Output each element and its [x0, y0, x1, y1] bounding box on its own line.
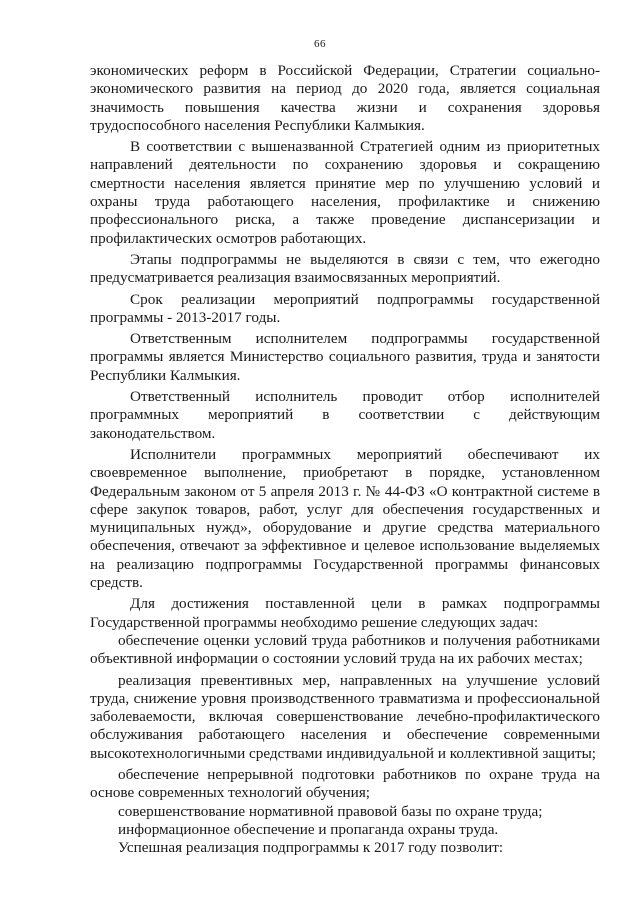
paragraph-3: Этапы подпрограммы не выделяются в связи с тем, что ежегодно предусматривается реализация взаимосвязанных мероприятий.	[90, 250, 600, 287]
paragraph-4: Срок реализации мероприятий подпрограммы государственной программы - 2013-2017 годы.	[90, 290, 600, 326]
document-body	[90, 62, 600, 857]
task-item-3: обеспечение непрерывной подготовки работников по охране труда на основе современных технологий обучения;	[90, 765, 600, 802]
task-item-4: совершенствование нормативной правовой базы по охране труда;	[118, 802, 543, 820]
task-item-2: реализация превентивных мер, направленных на улучшение условий труда, снижение уровня производственного травматизма и профессиональной заболеваемости, включая совершенствование лечебно-профилактического обслуживания работающего населения и обеспечение современными высокотехнологичными средствами индивидуальной и коллективной защиты;	[90, 671, 600, 762]
paragraph-last: Успешная реализация подпрограммы к 2017 году позволит:	[118, 839, 504, 857]
paragraph-8: Для достижения поставленной цели в рамках подпрограммы Государственной программы необходимо решение следующих задач:	[90, 595, 600, 631]
paragraph-6: Ответственный исполнитель проводит отбор исполнителей программных мероприятий в соответствии с действующим законодательством.	[90, 388, 600, 442]
paragraph-7: Исполнители программных мероприятий обеспечивают их своевременное выполнение, приобретают в порядке, установленном Федеральным законом от 5 апреля 2013 г. № 44-ФЗ «О контрактной системе в сфере закупок товаров, работ, услуг для обеспечения государственных и муниципальных нужд», оборудование и другие средства материального обеспечения, отвечают за эффективное и целевое использование выделяемых на реализацию подпрограммы Государственной программы финансовых средств.	[90, 445, 600, 592]
page-number: 66	[314, 38, 326, 50]
task-item-1: обеспечение оценки условий труда работников и получения работниками объективной информации о состоянии условий труда на их рабочих местах;	[90, 631, 600, 668]
paragraph-1: экономических реформ в Российской Федерации, Стратегии социально-экономического развития на период до 2020 года, является социальная значимость повышения качества жизни и сохранения здоровья трудоспособного населения Республики Калмыкия.	[90, 62, 600, 134]
paragraph-2: В соответствии с вышеназванной Стратегией одним из приоритетных направлений деятельности по сохранению здоровья и сокращению смертности населения является принятие мер по улучшению условий и охраны труда работающего населения, профилактике и снижению профессионального риска, а также проведение диспансеризации и профилактических осмотров работающих.	[90, 138, 600, 247]
paragraph-5: Ответственным исполнителем подпрограммы государственной программы является Министерство социального развития, труда и занятости Республики Калмыкия.	[90, 330, 600, 384]
task-item-5: информационное обеспечение и пропаганда охраны труда.	[118, 820, 499, 838]
